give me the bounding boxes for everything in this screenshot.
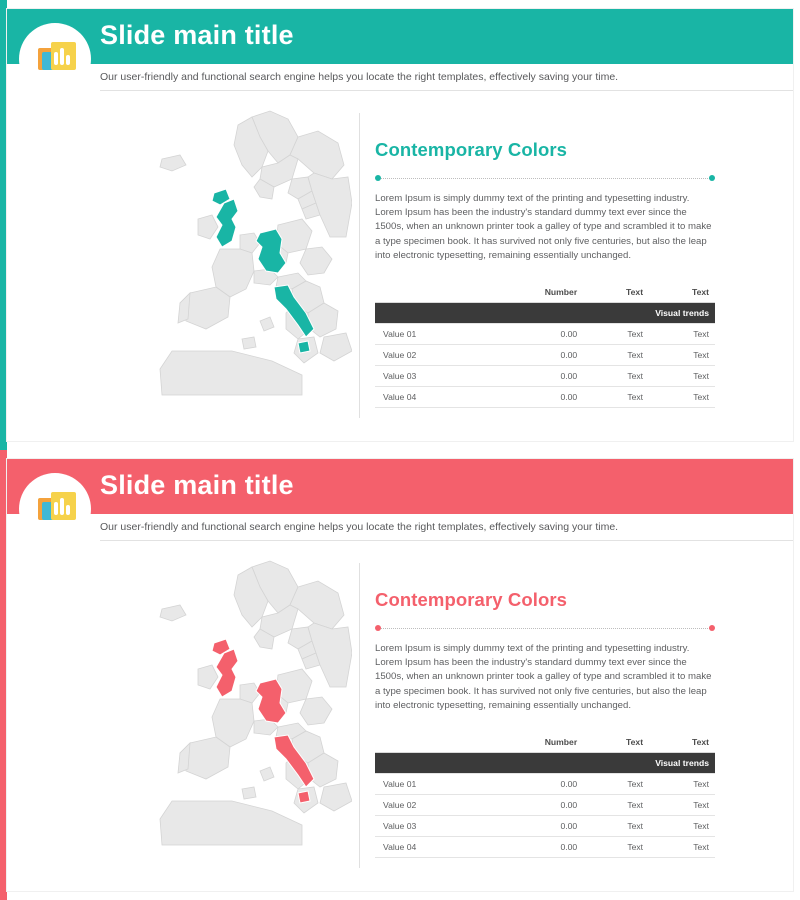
- table-header-cell-0: [375, 733, 482, 753]
- table-cell: 0.00: [482, 773, 583, 794]
- table-cell: Text: [583, 323, 649, 344]
- table-cell: Value 03: [375, 365, 482, 386]
- table-row: [375, 794, 715, 815]
- table-header-cell-3: Text: [649, 733, 715, 753]
- table-header-row: [375, 283, 715, 303]
- table-band-label: Visual trends: [375, 752, 715, 773]
- table-cell: Value 02: [375, 344, 482, 365]
- table-row: [375, 815, 715, 836]
- table-row: [375, 323, 715, 344]
- europe-map-svg-2: [102, 557, 352, 847]
- table-row: [375, 386, 715, 407]
- section-title-2: Contemporary Colors: [375, 589, 568, 610]
- table-cell: Text: [583, 836, 649, 857]
- table-cell: 0.00: [482, 365, 583, 386]
- slide-subtitle-bar-1: [100, 64, 793, 91]
- dotted-rule-2: [375, 625, 715, 632]
- slide-subtitle-2: Our user-friendly and functional search engine helps you locate the right templates, effectively saving your time.: [100, 521, 619, 533]
- slide-title-2: Slide main title: [100, 470, 294, 500]
- slide-accent-sidebar-1: [0, 0, 7, 450]
- table-cell: 0.00: [482, 386, 583, 407]
- table-band-row: [375, 752, 715, 773]
- europe-map-2: [102, 557, 352, 847]
- content-divider-2: [359, 563, 360, 868]
- slide-canvas-1: [7, 9, 793, 441]
- table-header-cell-3: Text: [649, 283, 715, 303]
- data-table-1: [375, 283, 715, 408]
- table-cell: 0.00: [482, 794, 583, 815]
- table-row: [375, 836, 715, 857]
- table-cell: Text: [583, 344, 649, 365]
- slide-page-2: [0, 450, 800, 900]
- table-cell: Text: [649, 344, 715, 365]
- dotted-rule-1: [375, 175, 715, 182]
- table-cell: Text: [649, 365, 715, 386]
- table-cell: Text: [649, 836, 715, 857]
- table-cell: Text: [583, 773, 649, 794]
- table-row: [375, 773, 715, 794]
- table-cell: Text: [649, 386, 715, 407]
- table-cell: 0.00: [482, 323, 583, 344]
- slide-title-1: Slide main title: [100, 20, 294, 50]
- table-header-cell-2: Text: [583, 283, 649, 303]
- table-header-cell-0: [375, 283, 482, 303]
- table-row: [375, 365, 715, 386]
- table-band-label: Visual trends: [375, 302, 715, 323]
- table-cell: Text: [649, 323, 715, 344]
- table-row: [375, 344, 715, 365]
- table-cell: Text: [649, 815, 715, 836]
- table-header-cell-1: Number: [482, 283, 583, 303]
- table-cell: Text: [649, 773, 715, 794]
- section-title-1: Contemporary Colors: [375, 139, 568, 160]
- table-cell: Value 02: [375, 794, 482, 815]
- table-header-row: [375, 733, 715, 753]
- chart-document-logo-1: [38, 42, 78, 76]
- table-cell: Value 01: [375, 773, 482, 794]
- table-cell: Value 01: [375, 323, 482, 344]
- slide-canvas-2: [7, 459, 793, 891]
- table-cell: Value 03: [375, 815, 482, 836]
- data-table-2: [375, 733, 715, 858]
- table-cell: Value 04: [375, 836, 482, 857]
- table-cell: Text: [583, 815, 649, 836]
- table-cell: 0.00: [482, 815, 583, 836]
- slide-content-1: [7, 99, 793, 441]
- slide-accent-sidebar-2: [0, 450, 7, 900]
- slide-subtitle-bar-2: [100, 514, 793, 541]
- table-header-cell-1: Number: [482, 733, 583, 753]
- right-column-2: [375, 589, 715, 858]
- table-cell: Text: [583, 386, 649, 407]
- europe-map-svg-1: [102, 107, 352, 397]
- body-paragraph-1: Lorem Ipsum is simply dummy text of the printing and typesetting industry. Lorem Ipsum has been the industry's standard dummy text ever since the 1500s, when an unknown printer took a galley of type and scrambled it to make a type specimen book. It has survived not only five centuries, but also the leap into electronic typesetting, remaining essentially unchanged.: [375, 193, 712, 261]
- content-divider-1: [359, 113, 360, 418]
- table-cell: 0.00: [482, 344, 583, 365]
- table-cell: Value 04: [375, 386, 482, 407]
- table-band-row: [375, 302, 715, 323]
- table-cell: Text: [583, 365, 649, 386]
- right-column-1: [375, 139, 715, 408]
- table-header-cell-2: Text: [583, 733, 649, 753]
- body-paragraph-2: Lorem Ipsum is simply dummy text of the printing and typesetting industry. Lorem Ipsum has been the industry's standard dummy text ever since the 1500s, when an unknown printer took a galley of type and scrambled it to make a type specimen book. It has survived not only five centuries, but also the leap into electronic typesetting, remaining essentially unchanged.: [375, 643, 712, 711]
- table-cell: Text: [583, 794, 649, 815]
- europe-map-1: [102, 107, 352, 397]
- chart-document-logo-2: [38, 492, 78, 526]
- table-cell: 0.00: [482, 836, 583, 857]
- slide-subtitle-1: Our user-friendly and functional search engine helps you locate the right templates, effectively saving your time.: [100, 71, 619, 83]
- table-cell: Text: [649, 794, 715, 815]
- slide-content-2: [7, 549, 793, 891]
